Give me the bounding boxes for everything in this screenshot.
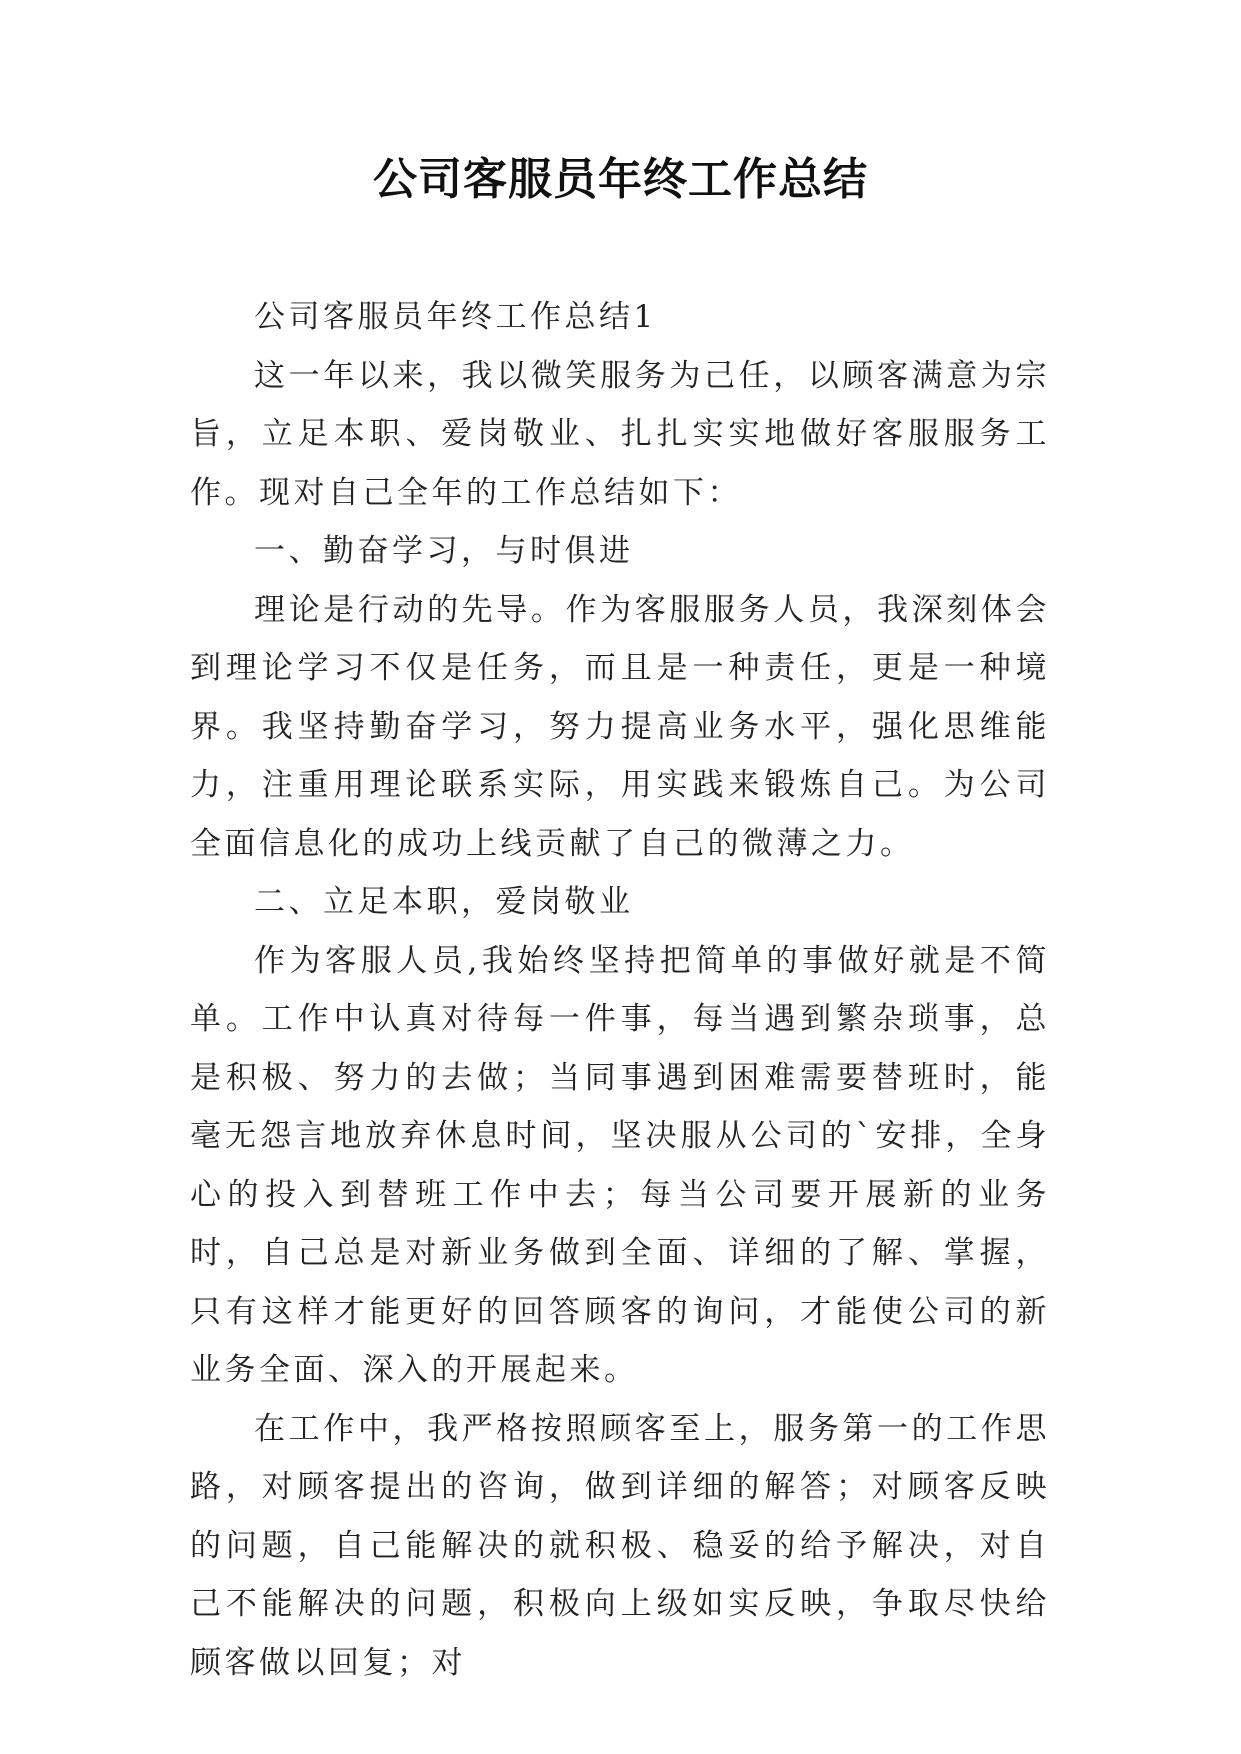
- section-heading-2: 二、立足本职，爱岗敬业: [254, 884, 634, 920]
- document-body: [190, 288, 1050, 1692]
- document-title: 公司客服员年终工作总结: [373, 154, 868, 205]
- intro-paragraph: 这一年以来，我以微笑服务为己任，以顾客满意为宗旨，立足本职、爱岗敬业、扎扎实实地做好客服服务工作。现对自己全年的工作总结如下：: [190, 357, 1050, 511]
- section-title: 公司客服员年终工作总结1: [254, 299, 657, 335]
- section-heading-1: 一、勤奋学习，与时俱进: [254, 533, 634, 569]
- body-paragraph: 理论是行动的先导。作为客服服务人员，我深刻体会到理论学习不仅是任务，而且是一种责任，更是一种境界。我坚持勤奋学习，努力提高业务水平，强化思维能力，注重用理论联系实际，用实践来锻炼自己。为公司全面信息化的成功上线贡献了自己的微薄之力。: [190, 591, 1050, 862]
- body-paragraph: 在工作中，我严格按照顾客至上，服务第一的工作思路，对顾客提出的咨询，做到详细的解答；对顾客反映的问题，自己能解决的就积极、稳妥的给予解决，对自己不能解决的问题，积极向上级如实反映，争取尽快给顾客做以回复；对: [190, 1410, 1050, 1681]
- body-paragraph: 作为客服人员,我始终坚持把简单的事做好就是不简单。工作中认真对待每一件事，每当遇到繁杂琐事，总是积极、努力的去做；当同事遇到困难需要替班时，能毫无怨言地放弃休息时间，坚决服从公司的`安排，全身心的投入到替班工作中去；每当公司要开展新的业务时，自己总是对新业务做到全面、详细的了解、掌握，只有这样才能更好的回答顾客的询问，才能使公司的新业务全面、深入的开展起来。: [190, 942, 1050, 1388]
